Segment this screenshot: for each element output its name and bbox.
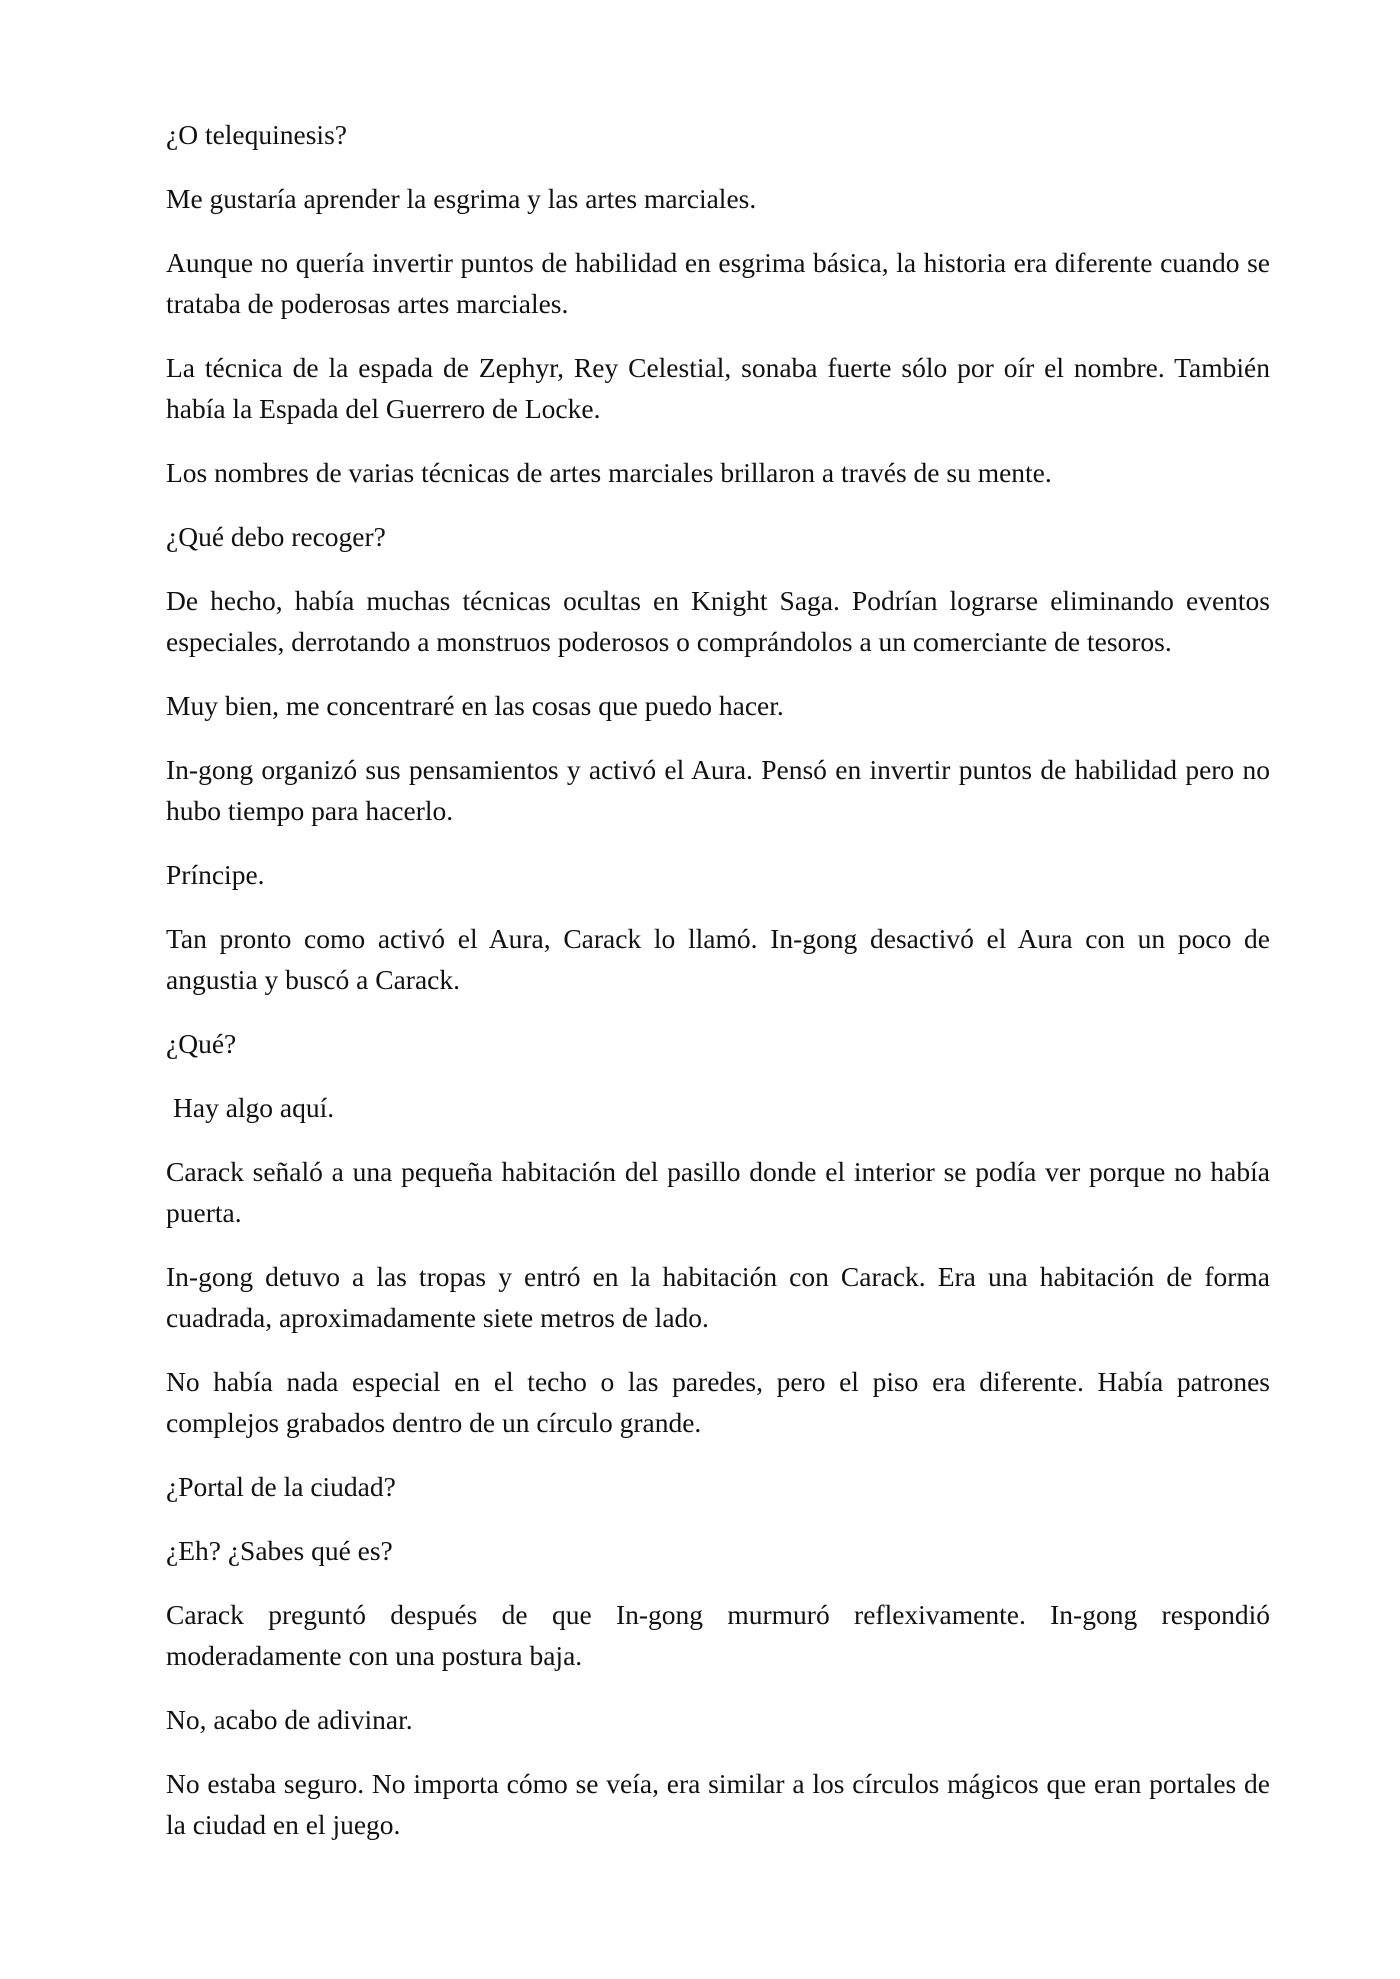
paragraph: De hecho, había muchas técnicas ocultas en Knight Saga. Podrían lograrse eliminando eventos especiales, derrotando a monstruos poderosos o comprándolos a un comerciante de tesoros. xyxy=(166,585,1270,657)
paragraph: Muy bien, me concentraré en las cosas que puedo hacer. xyxy=(166,690,784,721)
paragraph: Los nombres de varias técnicas de artes marciales brillaron a través de su mente. xyxy=(166,457,1052,488)
paragraph: ¿Portal de la ciudad? xyxy=(166,1471,396,1502)
paragraph: ¿Eh? ¿Sabes qué es? xyxy=(166,1535,393,1566)
paragraph: ¿O telequinesis? xyxy=(166,119,347,150)
paragraph: ¿Qué debo recoger? xyxy=(166,521,386,552)
paragraph: ¿Qué? xyxy=(166,1028,237,1059)
paragraph: Carack señaló a una pequeña habitación del pasillo donde el interior se podía ver porque no había puerta. xyxy=(166,1156,1270,1228)
paragraph: In-gong organizó sus pensamientos y activó el Aura. Pensó en invertir puntos de habilidad pero no hubo tiempo para hacerlo. xyxy=(166,754,1270,826)
paragraph: La técnica de la espada de Zephyr, Rey Celestial, sonaba fuerte sólo por oír el nombre. También había la Espada del Guerrero de Locke. xyxy=(166,352,1270,424)
paragraph: Tan pronto como activó el Aura, Carack lo llamó. In-gong desactivó el Aura con un poco de angustia y buscó a Carack. xyxy=(166,923,1270,995)
paragraph: Príncipe. xyxy=(166,859,265,890)
paragraph: No, acabo de adivinar. xyxy=(166,1704,413,1735)
paragraph: In-gong detuvo a las tropas y entró en la habitación con Carack. Era una habitación de forma cuadrada, aproximadamente siete metros de lado. xyxy=(166,1261,1270,1333)
paragraph: No estaba seguro. No importa cómo se veía, era similar a los círculos mágicos que eran portales de la ciudad en el juego. xyxy=(166,1768,1270,1840)
paragraph: Aunque no quería invertir puntos de habilidad en esgrima básica, la historia era diferente cuando se trataba de poderosas artes marciales. xyxy=(166,247,1270,319)
paragraph: Carack preguntó después de que In-gong murmuró reflexivamente. In-gong respondió moderadamente con una postura baja. xyxy=(166,1599,1270,1671)
paragraph: Hay algo aquí. xyxy=(173,1092,335,1123)
paragraph: Me gustaría aprender la esgrima y las artes marciales. xyxy=(166,183,757,214)
paragraph: No había nada especial en el techo o las paredes, pero el piso era diferente. Había patrones complejos grabados dentro de un círculo grande. xyxy=(166,1366,1270,1438)
body-text xyxy=(166,114,1270,1868)
